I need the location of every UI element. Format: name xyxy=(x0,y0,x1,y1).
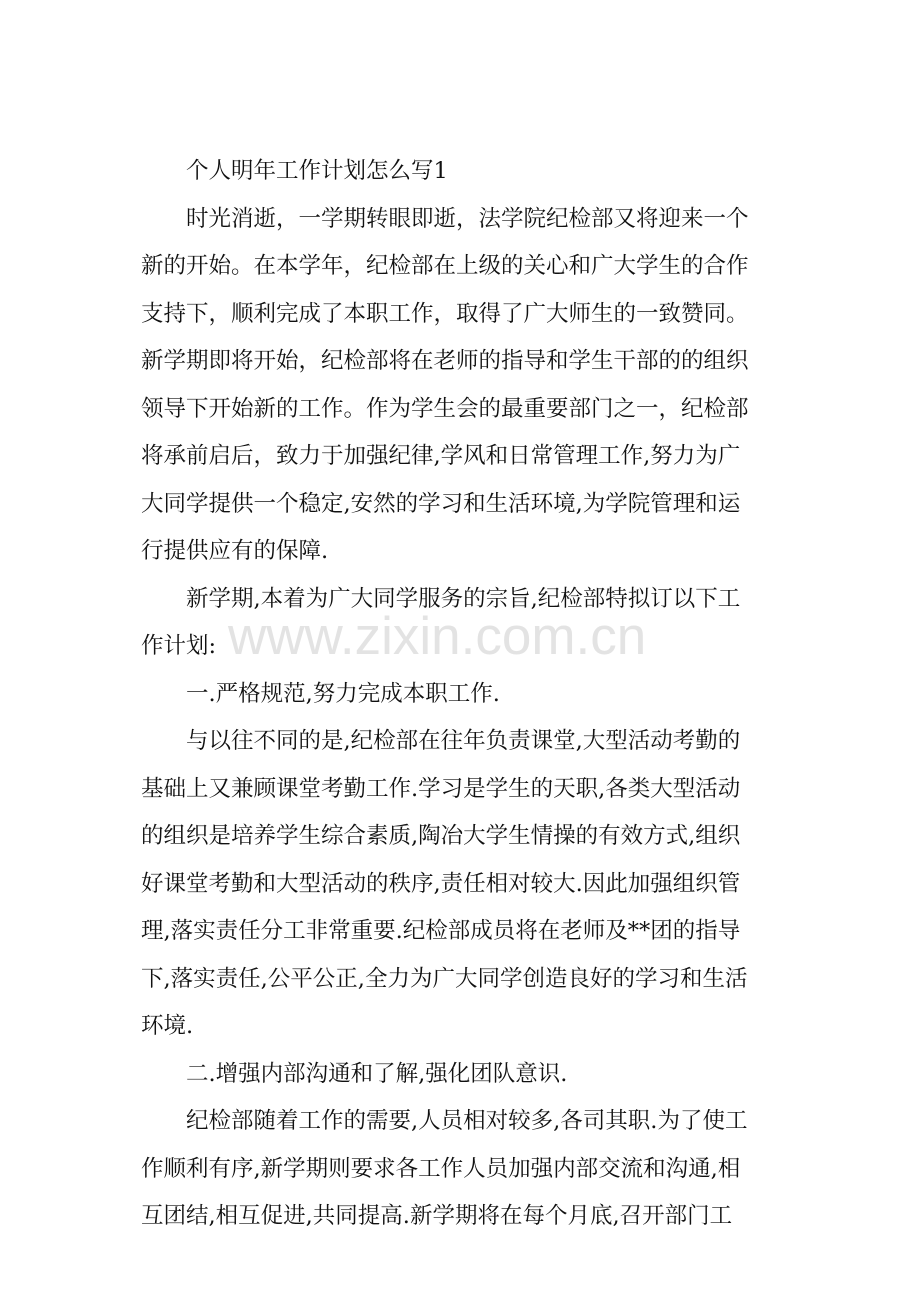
paragraph-line: 将承前启后，致力于加强纪律,学风和日常管理工作,努力为广 xyxy=(141,443,741,469)
section-heading: 一.严格规范,努力完成本职工作. xyxy=(141,680,500,707)
document-body xyxy=(141,148,781,1241)
paragraph-line: 的组织是培养学生综合素质,陶冶大学生情操的有效方式,组织 xyxy=(141,823,741,849)
paragraph-line: 基础上又兼顾课堂考勤工作.学习是学生的天职,各类大型活动 xyxy=(141,775,741,802)
paragraph-line: 与以往不同的是,纪检部在往年负责课堂,大型活动考勤的 xyxy=(141,728,741,754)
paragraph-line: 支持下，顺利完成了本职工作，取得了广大师生的一致赞同。 xyxy=(141,300,749,327)
section-heading: 二.增强内部沟通和了解,强化团队意识. xyxy=(141,1060,568,1087)
paragraph-line: 新的开始。在本学年，纪检部在上级的关心和广大学生的合作 xyxy=(141,253,749,279)
paragraph-line: 下,落实责任,公平公正,全力为广大同学创造良好的学习和生活 xyxy=(141,965,748,992)
paragraph-line: 作顺利有序,新学期则要求各工作人员加强内部交流和沟通,相 xyxy=(141,1155,741,1182)
paragraph-line: 环境. xyxy=(141,1013,194,1039)
paragraph-line: 大同学提供一个稳定,安然的学习和生活环境,为学院管理和运 xyxy=(141,490,741,517)
paragraph-line: 纪检部随着工作的需要,人员相对较多,各司其职.为了使工 xyxy=(141,1108,748,1134)
paragraph-line: 新学期即将开始，纪检部将在老师的指导和学生干部的的组织 xyxy=(141,348,749,374)
paragraph-line: 互团结,相互促进,共同提高.新学期将在每个月底,召开部门工 xyxy=(141,1203,733,1229)
paragraph-line: 行提供应有的保障. xyxy=(141,538,329,564)
document-title: 个人明年工作计划怎么写1 xyxy=(141,158,448,184)
paragraph-line: 理,落实责任分工非常重要.纪检部成员将在老师及**团的指导 xyxy=(141,918,741,944)
paragraph-line: 时光消逝，一学期转眼即逝，法学院纪检部又将迎来一个 xyxy=(141,205,749,232)
paragraph-line: 好课堂考勤和大型活动的秩序,责任相对较大.因此加强组织管 xyxy=(141,870,741,897)
paragraph-line: 新学期,本着为广大同学服务的宗旨,纪检部特拟订以下工 xyxy=(141,585,741,612)
paragraph-line: 作计划: xyxy=(141,633,217,659)
paragraph-line: 领导下开始新的工作。作为学生会的最重要部门之一，纪检部 xyxy=(141,395,749,422)
watermark: www.zixin.com.cn xyxy=(228,607,647,666)
